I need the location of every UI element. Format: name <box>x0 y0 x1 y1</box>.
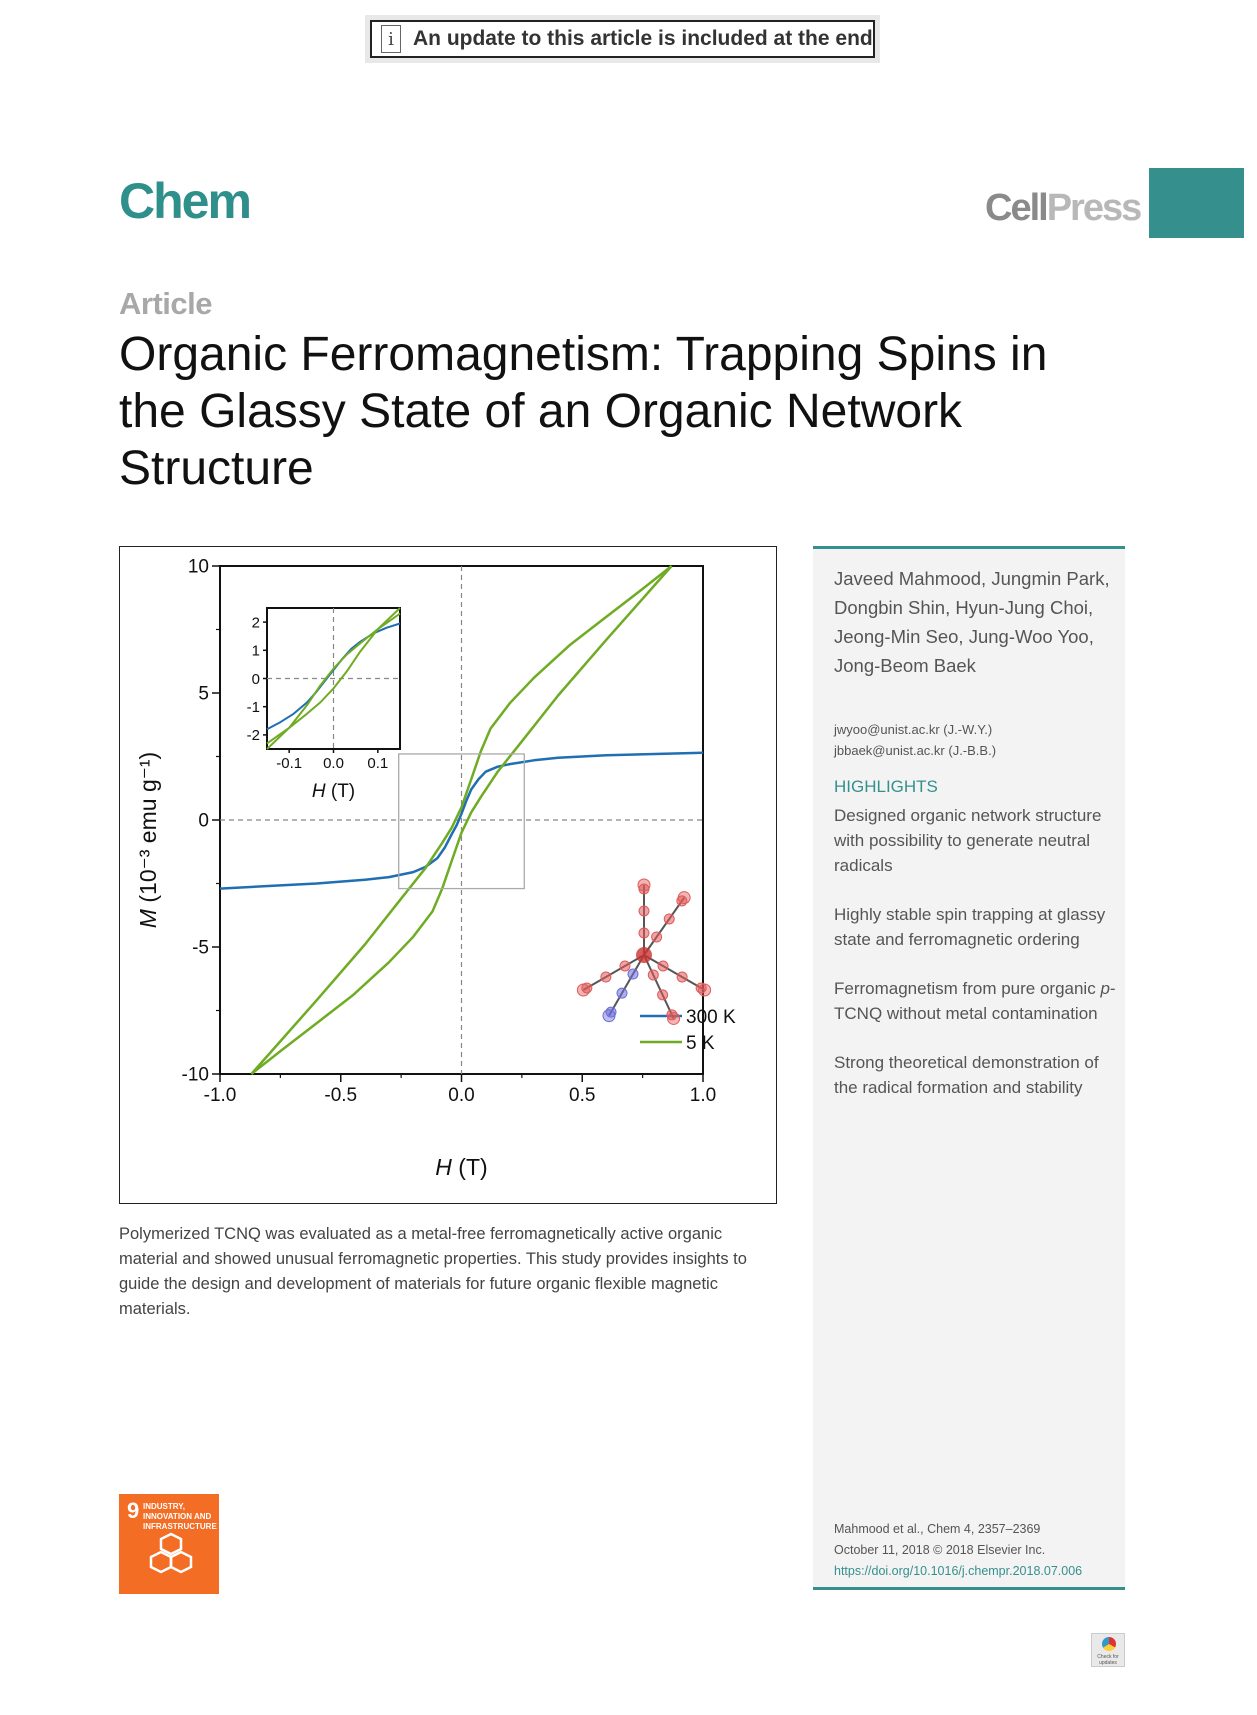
graphical-abstract-figure <box>119 546 777 1204</box>
highlight-item: Strong theoretical demonstration of the radical formation and stability <box>834 1053 1099 1097</box>
inset-chart-y-tick-label: -1 <box>246 698 260 716</box>
legend-label: 5 K <box>686 1033 715 1054</box>
publisher-logo-cell: Cell <box>985 187 1047 229</box>
inset-chart-y-tick-label: 0 <box>251 670 260 688</box>
main-chart-y-tick-label: 10 <box>187 556 209 578</box>
molecule-orbital <box>658 961 668 971</box>
molecule-orbital <box>620 961 630 971</box>
update-banner[interactable] <box>370 20 875 58</box>
journal-logo[interactable]: Chem <box>119 173 250 229</box>
email-link[interactable]: jbbaek@unist.ac.kr (J.-B.B.) <box>834 743 997 758</box>
teal-tab <box>1149 168 1244 238</box>
main-chart-x-tick-label: 1.0 <box>689 1085 717 1106</box>
inset-chart-y-tick-label: 2 <box>251 614 260 632</box>
email-list <box>834 719 996 761</box>
article-title: Organic Ferromagnetism: Trapping Spins in the Glassy State of an Organic Network Structure <box>119 328 1048 495</box>
highlight-item <box>834 976 1119 1026</box>
publisher-logo-press: Press <box>1046 187 1141 229</box>
molecule-orbital <box>601 972 611 982</box>
highlight-text: Ferromagnetism from pure organic <box>834 979 1101 998</box>
molecule-orbital <box>577 984 589 996</box>
main-chart-x-tick-label: -1.0 <box>203 1085 237 1106</box>
molecule-orbital <box>678 892 690 904</box>
molecule-orbital <box>668 1012 680 1024</box>
doi-link[interactable]: https://doi.org/10.1016/j.chempr.2018.07.006 <box>834 1564 1083 1578</box>
check-for-updates-badge[interactable] <box>1091 1633 1125 1667</box>
main-chart-x-tick-label: 0.0 <box>448 1085 475 1106</box>
inset-chart-x-tick-label: 0.1 <box>367 755 389 772</box>
figure-caption: Polymerized TCNQ was evaluated as a metal-free ferromagnetically active organic material and showed unusual ferromagnetic properties. This study provides insights to guide the design and development of materials for future organic flexible magnetic materials. <box>119 1225 747 1318</box>
molecule-orbital <box>648 970 658 980</box>
citation-date: October 11, 2018 © 2018 Elsevier Inc. <box>834 1543 1046 1557</box>
update-banner-text: An update to this article is included at the end <box>413 27 873 50</box>
hysteresis-chart <box>120 547 776 1203</box>
highlights-list <box>834 803 1119 1124</box>
main-chart-x-tick-label: 0.5 <box>569 1085 596 1106</box>
legend-label: 300 K <box>686 1007 736 1028</box>
citation-block <box>834 1519 1082 1582</box>
inset-chart-y-tick-label: 1 <box>251 642 260 660</box>
molecule-core <box>636 947 652 963</box>
molecule-orbital <box>617 988 627 998</box>
main-chart-x-tick-label: -0.5 <box>324 1085 358 1106</box>
highlight-item: Highly stable spin trapping at glassy state and ferromagnetic ordering <box>834 905 1106 949</box>
sdg-number: 9 <box>127 1498 140 1523</box>
crossmark-icon <box>1102 1637 1116 1651</box>
molecule-orbital <box>638 879 650 891</box>
main-chart-y-tick-label: -5 <box>192 937 209 959</box>
main-chart-y-tick-label: -10 <box>181 1064 209 1086</box>
highlight-item: Designed organic network structure with possibility to generate neutral radicals <box>834 806 1102 875</box>
molecule-orbital <box>658 990 668 1000</box>
molecule-orbital <box>664 914 674 924</box>
main-chart-y-tick-label: 5 <box>198 683 209 705</box>
inset-chart-x-tick-label: 0.0 <box>323 755 344 772</box>
molecule-orbital <box>639 928 649 938</box>
check-updates-label: Check for updates <box>1097 1654 1119 1666</box>
main-chart-y-tick-label: 0 <box>198 810 209 832</box>
molecule-orbital <box>677 972 687 982</box>
molecule-orbital <box>639 906 649 916</box>
sidebar <box>813 546 1125 1590</box>
inset-chart-y-tick-label: -2 <box>246 727 260 745</box>
citation-authors: Mahmood et al., Chem 4, 2357–2369 <box>834 1522 1041 1536</box>
publisher-logo[interactable] <box>985 187 1140 230</box>
cubes-icon <box>149 1532 193 1576</box>
molecule-orbital <box>628 969 638 979</box>
inset-chart-x-axis-label: H (T) <box>311 781 356 802</box>
highlight-italic-text: p <box>1100 979 1110 998</box>
article-type-label: Article <box>119 286 212 321</box>
info-icon: i <box>381 25 401 53</box>
molecule-orbital <box>699 984 711 996</box>
sdg-label: INDUSTRY, INNOVATION AND INFRASTRUCTURE <box>143 1502 217 1531</box>
molecule-orbital <box>603 1010 615 1022</box>
highlights-heading: HIGHLIGHTS <box>834 777 938 796</box>
highlight-text: -TCNQ without metal contamination <box>834 979 1116 1023</box>
molecule-orbital <box>652 932 662 942</box>
email-link[interactable]: jwyoo@unist.ac.kr (J.-W.Y.) <box>834 722 993 737</box>
main-chart-x-axis-label: H (T) <box>435 1154 488 1180</box>
main-chart-y-axis-label: M (10⁻³ emu g⁻¹) <box>135 751 161 929</box>
sdg-badge[interactable] <box>119 1494 219 1594</box>
author-list: Javeed Mahmood, Jungmin Park, Dongbin Shin, Hyun-Jung Choi, Jeong-Min Seo, Jung-Woo Yoo, Jong-Beom Baek <box>834 568 1110 676</box>
inset-chart-x-tick-label: -0.1 <box>276 755 303 772</box>
